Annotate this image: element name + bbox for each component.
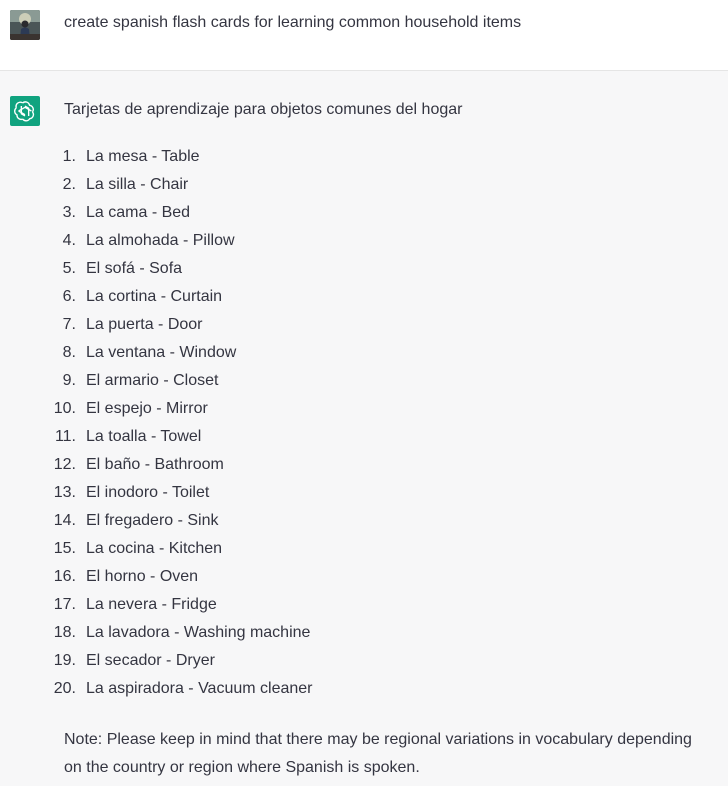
- assistant-note: Note: Please keep in mind that there may be regional variations in vocabulary depending on the country or region where Spanish is spoken.: [64, 731, 692, 776]
- list-item-text: La cortina - Curtain: [86, 288, 223, 305]
- list-item-number: 16.: [53, 568, 76, 585]
- list-item-number: 18.: [53, 624, 76, 641]
- list-item-number: 9.: [62, 372, 76, 389]
- list-item-number: 17.: [53, 596, 76, 613]
- list-item-text: La toalla - Towel: [86, 428, 202, 445]
- list-item-text: La almohada - Pillow: [86, 232, 235, 249]
- assistant-intro-text: Tarjetas de aprendizaje para objetos comunes del hogar: [64, 101, 463, 118]
- list-item-number: 19.: [53, 652, 76, 669]
- list-item-text: La mesa - Table: [86, 148, 200, 165]
- list-item-number: 15.: [53, 540, 76, 557]
- list-item-number: 4.: [62, 232, 76, 249]
- list-item-text: El horno - Oven: [86, 568, 199, 585]
- list-item-text: La lavadora - Washing machine: [86, 624, 311, 641]
- list-item-number: 2.: [62, 176, 76, 193]
- list-item-number: 13.: [53, 484, 76, 501]
- list-item-text: La ventana - Window: [86, 344, 237, 361]
- list-item-text: El secador - Dryer: [86, 652, 215, 669]
- user-avatar: [10, 10, 40, 40]
- assistant-avatar: [10, 96, 40, 126]
- list-item-number: 20.: [53, 680, 76, 697]
- list-item-text: La aspiradora - Vacuum cleaner: [86, 680, 313, 697]
- list-item-text: La cama - Bed: [86, 204, 191, 221]
- list-item-number: 1.: [62, 148, 76, 165]
- list-item-number: 11.: [54, 428, 76, 445]
- user-message-row: [0, 0, 728, 71]
- list-item-number: 8.: [62, 344, 76, 361]
- list-item-number: 14.: [53, 512, 76, 529]
- list-item-text: El sofá - Sofa: [86, 260, 183, 277]
- list-item-number: 5.: [62, 260, 76, 277]
- list-item-text: La silla - Chair: [86, 176, 189, 193]
- user-avatar-photo-icon: [10, 10, 40, 40]
- openai-logo-icon: [14, 100, 36, 122]
- assistant-message-row: [0, 71, 728, 786]
- list-item-number: 7.: [62, 316, 76, 333]
- list-item-number: 6.: [62, 288, 76, 305]
- list-item-text: La cocina - Kitchen: [86, 540, 223, 557]
- list-item-text: La nevera - Fridge: [86, 596, 217, 613]
- list-item-text: La puerta - Door: [86, 316, 203, 333]
- list-item-text: El inodoro - Toilet: [86, 484, 210, 501]
- list-item-text: El armario - Closet: [86, 372, 219, 389]
- list-item-number: 3.: [62, 204, 76, 221]
- list-item-text: El espejo - Mirror: [86, 400, 208, 417]
- user-message-text: create spanish flash cards for learning common household items: [64, 14, 522, 31]
- list-item-text: El fregadero - Sink: [86, 512, 219, 529]
- list-item-number: 10.: [53, 400, 76, 417]
- list-item-text: El baño - Bathroom: [86, 456, 224, 473]
- list-item-number: 12.: [53, 456, 76, 473]
